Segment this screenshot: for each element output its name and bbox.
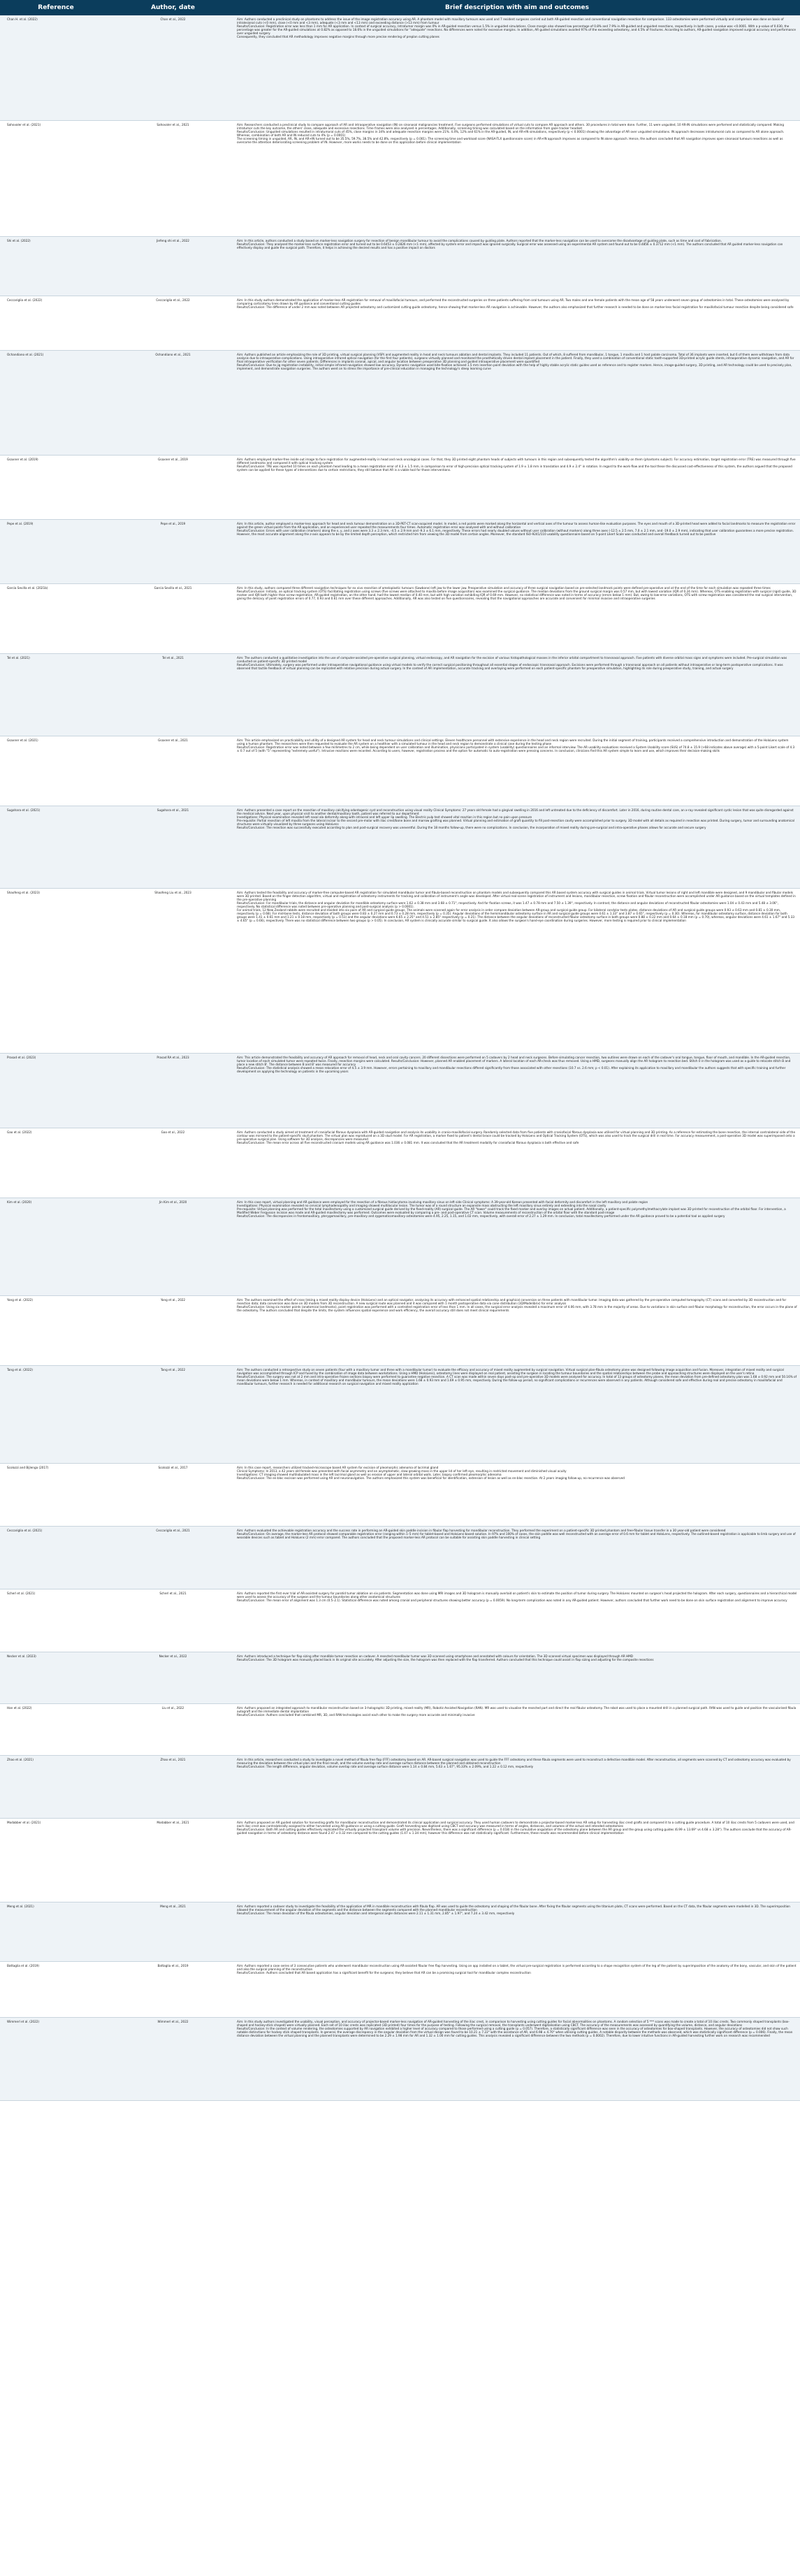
reference-cell: Wimmerl et al. (2022) (0, 2017, 112, 2100)
description-cell: Aim: Researchers conducted a preclinical study to compare approach of AR and intraoperative navigation (IN) on sinonasal malignancies treatment. Five surgeons performed simulations of virtual cuts to compare AR approach and others. 30 procedures in total were done. Further, 11 were unguided, 10 AR-IN simulations were performed and statistically compared. Making intratumor cuts the key outcome, the others' close, adequate and excessive resections. Time frames were also analysed in percentages. Additionally, screening timing was calculated based on the information from gaze tracker headset Results/Conclusion: Unguided simulations resulted in intratumoral cuts of 45%, close margins in 34% and adequate resection margins were 21%. 4.4%, 12% and 61% in the AR-guided, IN, and AR+IN simulations, respectively (p < 0.0001) showing the advantage of AR over unguided simulations. IN approach decreases intratumoral cuts as compared to AR alone approach. Whereas, combination of both AR and IN reduced cuts to 4% (p = 0.0001) The screening timing in unguided, AR, IN, and AR+IN turned out to be 35.5%, 59.7%, 38.5% and 42.8%, respectively (p = 0.001). The screening time and workload score (NASA-TLX questionnaire score) in AR+IN approach improves as compared to IN alone approach. Hence, the authors concluded that AR navigation improves open sinonasal tumours resections as well as overcome the attention deteriorating screening problem of IN. However, more works needs to be done on this application before clinical implementation (234, 120, 800, 236)
description-cell: Aim: Authors employed marker-free inside out image to face registration for augmented-reality in head and neck oncological cases. For that, they 3D printed eight phantom heads of subjects with tumours in this region and subsequently tested the algorithm's viability on them (phantoms subject). For accuracy estimation, target registration error (TRE) was measured through five different landmarks and compared it with optical tracking system Results/Conclusion: TRE was reported 10 times on each phantom head leading to a mean registration error of 4.3 ± 1.5 mm, in comparison to error of high-precision optical tracking system of 1.9 ± 1.8 mm in translation and 4.9 ± 2.4° in rotation. In regard to the work-flow and the tool these the discussed cost-effectiveness of this system, the authors argued that the proposed system can be applied for these types of interventions due to certain restrictions, they still believe that AR is a viable tool for those interventions. (234, 455, 800, 519)
description-cell: Aim: Authors reported a case series of 3 consecutive patients who underwent mandibular reconstruction using AR-assisted fibular free flap harvesting. Using an app installed on a tablet, the virtual pre-surgical registration is performed according to a shape recognition system of the leg of the patient by superimposition of the anatomy of the bony, vascular, and skin of the patient and also the surgical planning of the reconstruction Results/Conclusion: Authors concluded that AR based application has a significant benefit for the surgeons; they believe that AR can be a promising surgical tool for mandibular complex reconstruction (234, 1961, 800, 2017)
author-date-cell: Gsaxner et al., 2021 (112, 736, 234, 806)
author-date-cell: Sugahara et al., 2021 (112, 806, 234, 888)
table-row (0, 455, 800, 519)
table-row (0, 519, 800, 583)
description-cell: Aim: The authors conducted a retrospective study on seven patients (four with a maxillary tumor and three with a mandibular tumor) to evaluate the efficacy and accuracy of mixed reality augmented by surgical navigation. Virtual surgical plan-fibula osteotomy plane was designed following image acquisition and fusion. Moreover, integration of mixed reality and surgical navigation was accomplished through ICP and fused by the combination of image data between workstations. Using a HMD (HoloLens), osteotomy lines were displayed on real patient, assisting the surgeon in locating the tumour boundaries and the spatial relationships between the probe and approaching structures were displayed on the user's retina Results/Conclusion: The surgery was not at 2 mm and intra-operative frozen sections biopsy were performed to guarantee negative resection. A CT scan was made within seven days post-op and pre-operative 3D models were analysed for accuracy. In total of 13 groups of osteotomy planes, the mean deviation from pre-defined osteotomy plan was 1.68 ± 0.92 mm and 50.16% of mean deviations were below 1 mm. Whereas, in context of maxillary and mandibular tumours, the mean deviations were 1.68 ± 0.93 mm and 1.69 ± 0.95 mm, respectively. During the follow-up period, no significant complications or recurrences were observed in any patients. Although considered safe and effective during real and precise osteotomy in maxillofacial and mandibular tumours, further research is needed for additional research on surgical navigation and mixed reality application (234, 1365, 800, 1463)
description-cell: Aim: In this article, researchers conducted a study to investigate a novel method of fibula free flap (FFF) osteotomy based on AR. AR-based surgical navigation was used to guide the FFF osteotomy and these fibula segments were used to reconstruct a defective mandible model. After reconstruction, all segments were scanned by CT and osteotomy accuracy was evaluated by measuring the deviation between the virtual plan and the final result, and the volume overlap rate and average surface distance between the planned and obtained reconstruction Results/Conclusion: The length difference, angular deviation, volume overlap rate and average surface distance were 1.14 ± 0.84 mm, 5.63 ± 1.67°, 95.33% ± 2.09%, and 1.22 ± 0.12 mm, respectively (234, 1755, 800, 1818)
description-cell: Aim: In this study authors demonstrated the application of marker-less AR registration for removal of maxillofacial tumours, and performed the reconstructed surgeries on three patients suffering from oral tumours using AR. Two males and one female patients with the mean age of 58 years underwent seven group of osteotomies in total. These osteotomies were analysed by comparing corticotomy lines drawn by AR guidance and conventional cutting guides Results/Conclusion: The difference of under 2 mm was noted between AR projected osteotomy and customized cutting guide osteotomy, hence showing that marker-less AR navigation is achievable. However, the authors also emphasized that further research is needed to be done on marker-less facial registration for maxillofacial tumour resection despite being considered safe (234, 296, 800, 350)
description-cell: Aim: The authors examined the effect of cross linking a mixed reality display device (HoloLens) and an optical navigator, analysing its accuracy with enhanced spatial relationship and graphical conversion on three patients with mandibular tumor. Imaging data was gathered by the pre-operative computed tomography (CT) scans and converted by 3D reconstruction and for resection data; data conversion was done on 3D models from 3D reconstruction. A new surgical route was planned and it was compared with 1 month postoperative data via cone distribution (3D/Modelibrix) for error analysis Results/Conclusion: Using six marker points (anatomical landmarks), point registration was performed with a controlled registration error of less than 1 mm. In all cases, the surgical error analysis revealed a maximum error of 4.06 mm, with 3.78 mm in the majority of areas. Due to variations in skin surface and fibular morphology for reconstruction, the error occurs in the plane of the osteotomy. The authors concluded that despite the limits, the system influences spatial experience and work efficiency, the overall accuracy still does not meet clinical requirements (234, 1295, 800, 1365)
table-row (0, 1961, 800, 2017)
reference-cell: Battaglia et al. (2019) (0, 1961, 112, 2017)
table-row (0, 1526, 800, 1589)
description-cell: Aim: The authors conducted a qualitative investigation into the use of computer-assisted pre-operative surgical planning, virtual endoscopy, and AR navigation for the excision of various histopathological masses in the inferior orbital compartment to transnasal approach. Five patients with diverse orbital mass signs and symptoms were included. Pre-surgical simulation was conducted on patient-specific 3D printed model Results/Conclusion: Ultimately, surgery was performed under intraoperative navigational guidance using virtual models to verify the correct surgical positioning throughout all essential stages of endoscopic transnasal approach. Excisions were performed through a transnasal approach on all patients without intraoperative or long-term postoperative complications. It was observed that tactile feedback of virtual planning can be replicated with relative precision during actual surgery. In the context of AR implementation, accurate tracking and overlaying were performed on each patient-specific phantom for preoperative simulation, highlighting its role during preoperative study, training, and actual surgery (234, 653, 800, 736)
description-cell: Aim: This article emphasized on practicability and utility of a designed AR system for head and neck tumour simulations and clinical settings. Eleven healthcare personnel with extensive experience in the head and neck region were recruited. During the initial segment of training, participants received a comprehensive introduction and demonstration of the HoloLens system using a human phantom. The researchers were then requested to evaluate the AR system on a healthier with a simulated tumour in the head and neck region to demonstrate a clinical case during the testing phase Results/Conclusion: Registration error was noted between a few millimetres to 2 cm, while being dependent on user calibration and illumination, physicians participated in system (usability) questionnaires and an informal interview. The AR usability evaluations received a System Usability score (SUS) of 74.8 ± 15.9 (>68 indicates above average) with a 5-point Likert scale of 4.3 ± 0.7 out of 5 (with "5" representing "extremely useful"). Intrusive reactions were recorded. According to users, however, registration process and the option for automatic to auto-registration were pressing concerns. In conclusion, clinicians find this AR system simple to learn and use, which improves their decision-making skills (234, 736, 800, 806)
reference-cell: Pepe et al. (2019) (0, 519, 112, 583)
table-row (0, 583, 800, 653)
description-cell: Aim: Authors presented a case report on the resection of maxillary calcifying odontogenic cyst and reconstruction using visual reality Clinical Symptoms: 27 years old female had a gingival swelling in 2016 and left untreated due to the deficiency of discomfort. Later in 2016, during routine dental care, an x-ray revealed significant cystic lesion that was quite disregarded against the medical advice. Next year, upon physical visit to another dental/maxillary tooth, patient was referred to our department Investigations: Physical examination revealed left nasal ala deformity along with intraoral and left upper lip swelling. The Electric pulp test showed vital reaction in this region but no pain upon pressure Pre-requisite: Partial resection of left maxilla from the lateral incisor to the second pre-molar with iliac crest/bone bone and marrow grafting was planned. Virtual planning and estimation of graft quantity to fill post-resection cavity were accomplished prior to surgery. 3D model with all details as required in resection was printed. During surgery, tumor and surrounding anatomical structures were virtually visualized by three surgeons using HoloLens Results/Conclusion: The resection was successfully executed according to plan and post-surgical recovery was uneventful. During the 18 months follow-up, there were no complications. In conclusion, the incorporation of mixed reality during pre-surgical and intra-operative phases allows for accurate and secure surgery (234, 806, 800, 888)
author-date-cell: Prasad RA et al., 2023 (112, 1053, 234, 1128)
reference-cell: Prasad et al. (2023) (0, 1053, 112, 1128)
author-date-cell: Yang et al., 2022 (112, 1295, 234, 1365)
reference-cell: Scherl et al. (2021) (0, 1589, 112, 1652)
author-date-cell: Tel et al., 2021 (112, 653, 234, 736)
description-cell: Aim: In this article, authors conducted a study based on marker-less navigation surgery for resection of benign mandibular tumour to avoid the complications caused by guiding plate. Authors reported that the marker-less navigation can be used to overcome the disadvantage of guiding plate, such as time and cost of fabrication. Results/Conclusion: They analysed the marker-less surface registration error and turned out to be 0.6453 ± 0.2826 mm (<1 mm), affected by system error and impact was ignored surgically. Surgical error was assessed using an experimental AR system and found out to be 0.4856 ± 0.3712 mm (<1 mm). The authors concluded that AR guided marker-less navigation can effectively display and guide the surgical path. Therefore, it helps in achieving the desired results and has a positive impact on doctors (234, 236, 800, 296)
table-header-row (0, 0, 800, 15)
author-date-cell: Liu et al., 2022 (112, 1703, 234, 1755)
reference-cell: Chan H. et al. (2022) (0, 15, 112, 120)
author-date-cell: Necker et al., 2022 (112, 1652, 234, 1703)
description-cell: Aim: In this case report, researchers utilized tracked-microscope based AR system for excision of pleomorphic adenoma of lacrimal gland Clinical Symptoms: In 2013, a 42 years old female was presented with facial asymmetry and an asymptomatic, slow growing mass in the upper lid of her left eye, resulting in restricted movement and diminished visual acuity Investigations: CT imaging showed multilobulated mass in the left lacrimal gland as well as erosion of upper and lateral orbital walls. Later, biopsy confirmed pleomorphic adenoma Results/Conclusion: The en-bloc excision was performed using AR and neuronavigation. The authors emphasized this system was beneficial for identification, extension of lesion as well as en-bloc resection. At 2 years imaging follow-up, no recurrence was observed (234, 1463, 800, 1526)
author-date-cell: Wimmerl et al., 2022 (112, 2017, 234, 2100)
description-cell: Aim: Authors tested the feasibility and accuracy of marker-free computer-based AR registration for simulated mandibular tumor and fibula-based reconstruction on phantom models and subsequently compared this AR based system accuracy with surgical guides in animal trials. Virtual tumor lesions of right and left mandible were designed, and 9 mandibular and fibular models were 3D printed. Based on the finger detection algorithm, virtual and registration of osteotomy instruments for tracking and calibration of instrument's angle was developed. After virtual real-scene registration of instrument and lesions, mandibular resection, screw fixation and fibular reconstruction were accomplished under AR guidance based on the virtual templates defined in the pre-operative planning Results/Conclusion: For mandibular trials, the distance and angular deviation for mandible osteotomy surface were 1.62 ± 0.38 mm and 3.68 ± 0.71°, respectively. And for fixation screws, it was 1.47 ± 0.78 mm and 7.50 ± 1.39°, respectively. In contrast, the distance and angular deviations of reconstructed fibular osteotomies were 1.04 ± 0.43 mm and 5.48 ± 3.06°, respectively. No statistical difference was noted between pre-operative planning and post-surgical analysis (p > 0.0001). For animal trials, 12 New Zealand rabbits were recruited and divided into six pairs of AR and surgical guide groups. The animals were scanned again for error analysis in order compare deviation between AR-group and surgical guide group. For bilateral condylar tests plates, distance deviations of AR and surgical guide groups were 0.93 ± 0.63 mm and 0.81 ± 0.30 mm, respectively (p = 0.68). For mid-bone tests, distance deviation of both groups were 0.83 ± 0.27 mm and 0.73 ± 0.28 mm, respectively (p = 0.35). Angular deviations of the hemimandibular osteotomy surface in AR and surgical guide groups were 4.61 ± 1.33° and 3.87 ± 0.65°, respectively (p = 0.30). Whereas, for mandibular osteotomy surface, distance deviation for both groups were 1.41 ± 0.61 mm and 1.21 ± 0.18 mm, respectively (p = 0.51) and the angular deviations were 6.65 ± 2.25° and 4.51 ± 2.85° respectively (p = 0.21). The distance between the angular deviations of reconstructed fibular osteotomy surface in both groups were 0.88 ± 0.22 mm and 0.64 ± 0.18 mm (p = 0.70), whereas, angular deviations were 4.61 ± 1.67° and 5.33 ± 4.65° (p = 0.66), respectively. There was no statistical difference between two groups (p > 0.05). In conclusion, AR system is clinically accurate similar to surgical guide. It also allows the surgeon's hand-eye coordination during surgeries. However, more testing is required prior to clinical implementation (234, 888, 800, 1053)
author-date-cell: Jiefeng shi et al., 2022 (112, 236, 234, 296)
reference-cell: Garcia Sevilla et al. (2021b) (0, 583, 112, 653)
table-row (0, 1703, 800, 1755)
table-row (0, 736, 800, 806)
table-row (0, 1053, 800, 1128)
table-row (0, 350, 800, 455)
reference-cell: Sugahara et al. (2021) (0, 806, 112, 888)
author-date-cell: Ochandiano et al., 2021 (112, 350, 234, 455)
author-date-cell: Pepe et al., 2019 (112, 519, 234, 583)
author-date-cell: Tang et al., 2022 (112, 1365, 234, 1463)
description-cell: Aim: In this study authors investigated the usability, visual perception, and accuracy of projector-based marker-less navigation of AR-guided harvesting of the iliac crest, in comparison to harvesting using cutting guides for facial abnormalities on phantoms. A random selection of 5 *** scans was made to create a total of 10 iliac crests. Two commonly shaped transplants (box-shaped and hockey-stick shaped) were virtually planned. Each set of 10 iliac crests was replicated (3D printed) four times for the purpose of testing. Following the surgical removal, the transplants underwent digitalisation using CBCT. The accuracy of the measurements was assessed by quantifying the volume, distance, and angular deviations Results/Conclusion: In the context of volume rendering, the osteotomies supported by AR navigation exhibited a higher level of accuracy compared to those performed using a cutting guide (p = 0.057). Therefore, a statistically significant difference was seen in the accuracy of osteotomies for box-shaped transplants. However, the accuracy of osteotomies did not show such notable distinctions for hockey stick shaped transplants. In general, the average discrepancy in the angular deviation from the virtual design was found to be 10.21 ± 7.22° with the assistance of AR, and 6.98 ± 4.70° when utilising cutting guides. A notable disparity between the methods was observed, which was statistically significant difference (p = 0.006). Finally, the mean distance deviation between the virtual planning and the planned transplants were determined to be 2.29 ± 1.98 mm for AR and 1.32 ± 1.00 mm for cutting guides. This analysis revealed a significant difference between the two methods (p = 0.0002). Therefore, due to lower intuitive functions in AR-guided harvesting further work on research was recommended (234, 2017, 800, 2100)
table-row (0, 120, 800, 236)
reference-cell: Meng et al. (2021) (0, 1902, 112, 1961)
table-row (0, 653, 800, 736)
author-date-cell: Zhao et al., 2021 (112, 1755, 234, 1818)
reference-cell: Kim et al. (2020) (0, 1198, 112, 1295)
reference-cell: Tang et al. (2022) (0, 1365, 112, 1463)
reference-cell: Gsaxner et al. (2021) (0, 736, 112, 806)
table-row (0, 1818, 800, 1902)
description-cell: Aim: In this study, authors compared three different navigation techniques for ex vivo resection of ameloplastic tumours (Sawbone) left jaw to the lower jaw. Preoperative simulation and accuracy of three surgical navigation based on pre-selected landmark points were defined pre-operative and at the end of the time for each simulation was repeated three times Results/Conclusion: Initially, an optical tracking system (OTS) facilitating registration using screws (five screws were attached to maxilla before image acquisition) was examined the surgical guidance. The median deviations from the ground surgical margin was 0.57 mm, but with lowest variation (IQR of 0.24 mm). Whereas, OTS enabling registration with surgical (rigid) guide, 3D marker and IQR both higher than screw registration. AR-guided registration, on the other hand, had the lowest median of 0.40 mm, but with high variation exhibiting IQR of 0.69 mm. However, no statistical difference was noted in terms of accuracy (errors below 1 mm). But, owing to low-error variations, OTS with screw registration was considered the real surgical intervention, giving the delicacy of point registration errors of 0.77, 0.93 and 0.61 mm over these different approaches. Additionally, AR was also tested on five questionnaires, revealing that the navigational approaches are accurate and convenient for minimal invasive and intraoperative surgeries (234, 583, 800, 653)
reference-cell: Yang et al. (2022) (0, 1295, 112, 1365)
description-cell: Aim: Authors proposed an AR guided solution for harvesting grafts for mandibular reconstruction and demonstrated its clinical application and surgical accuracy. They used human cadavers to demonstrate a projector-based marker-less AR setup for harvesting iliac crest grafts and compared it to a cutting guide procedure. A total of 10 iliac crests from 5 cadavers were used, and each iliac crest was contralaterally assigned to either harvested using AR guidance or using a cutting guide. Graft harvesting was digitised using CBCT and accuracy was measured in terms of angles, distances, and volumes of the actual and intended osteotomies Results/Conclusion: Both AR and cutting guides effectively replicated the virtually projected transplant volume with precision. Nevertheless, there was a significant difference (p = 0.018) in the cumulative angulation of the osteotomy plane between the AR group and the group using cutting guides (6.99 ± 13.69° vs 4.68 ± 3.28°). The authors conclude that the accuracy of AR-guided navigation in terms of osteotomy distance were found 2.47 ± 0.32 mm compared to the cutting guides (1.47 ± 1.34 mm), however this difference was not statistically significant. Furthermore, these results was recommended before clinical implementation (234, 1818, 800, 1902)
table-row (0, 296, 800, 350)
author-date-cell: Modabber et al., 2021 (112, 1818, 234, 1902)
reference-cell: Ochandiano et al. (2021) (0, 350, 112, 455)
description-cell: Aim: Authors reported the first ever trial of AR-assisted surgery for parotid tumor ablation on six patients. Segmentation was done using MRI images and 3D hologram is manually overlaid on patient's skin to estimate the position of tumor during surgery. The HoloLens mounted on surgeon's head projected the hologram. After each surgery, questionnaires and a hierarchical model were used to assess the accuracy of the surgeon and the tumour boundaries along other anatomical structures Results/Conclusion: The mean error of alignment was 1.3 cm (0.5–2.1). Statistical difference was noted among cranial and peripheral structures showing better accuracy (p = 0.0059). No long-term complication was noted in any AR-guided patient. However, authors concluded that further work need to be done on skin surface registration and alignment to improve accuracy (234, 1589, 800, 1652)
description-cell: Aim: In this article, author employed a marker-less approach for head and neck tumour demonstration on a 3D-PET-CT scan-acquired model. In model, a red points were marked along the horizontal and vertical axes of the tumour to assess human-like evaluation purposes. The eyes and mouth of a 3D-printed head were added to facial landmarks to measure the registration error against the green virtual points from the AR application, and an experienced user repeated the measurements four times. Automatic registration error was analysed with and without calibration Results/Conclusion: Errors with user calibration (markers) along the x, y, and z axes were 3.3 ± 2.3 mm, -4.5 ± 2.9 mm and -9.3 ± 6.1 mm, respectively. These errors had nearly doubled values without user calibration (without markers) along three axes (-12.5 ± 2.5 mm, 7.0 ± 2.1 mm, and -19.0 ± 2.9 mm), indicating that user calibration guarantees a more precise registration. However, the most accurate alignment along the z-axis appears to be by the limited depth perception, which restricted him from viewing the 3D model from certain angles. Moreover, the standard ISO-9241/110 usability questionnaire based on 5-point Likert Scale was conducted and overall feedback turned out to be positive (234, 519, 800, 583)
description-cell: Aim: Authors evaluated the achievable registration accuracy and the success rate in performing an AR-guided skin paddle incision in fibular flap harvesting for mandibular reconstruction. They performed the experiment on a patient-specific 3D printed phantom and free-fibular tissue transfer in a 30 year-old patient were considered Results/Conclusion: On average, the marker-less AR protocol showed comparable registration error (ranging within 1–5 mm) for tablet-based and HoloLens-based solution. In 97% and 100% of cases, the skin paddle was well reconstructed with an average error of 0.6 mm for tablet and HoloLens, respectively. The outlined-based registration is applicable to limb surgery and use of wearable devices such as tablet and HoloLens (2 mm) error compared. The authors concluded that the proposed marker-less AR protocol can be suitable for assisting skin paddle harvesting in clinical setting (234, 1526, 800, 1589)
reference-cell: Modabber et al. (2021) (0, 1818, 112, 1902)
header-reference: Reference (0, 0, 112, 15)
reference-cell: Sahovaler et al. (2021) (0, 120, 112, 236)
table-row (0, 1463, 800, 1526)
table-row (0, 1589, 800, 1652)
reference-cell: Shi et al. (2022) (0, 236, 112, 296)
description-cell: Aim: In this case report, virtual planning and AR guidance were employed for the resection of a fibrous histiocytoma involving maxillary sinus on left side Clinical symptoms: A 39-year-old Korean presented with facial deformity and discomfort in the left maxillary and palate region Investigations: Physical examination revealed no cervical lymphadenopathy and imaging showed multilocular lesion. The tumor was of a round structure an expansile mass obstructing the left maxillary sinus entirely and extending into the nasal cavity Pre-requisite: Virtual planning was performed for the total maxillectomy using a customized surgical guide derived by the fixed-reality (AR) surgical guide. The AR "tower" could track the fixed marker and overlay images on actual patient. Additionally, a patient-specific polymethylmethacrylate implant was 3D printed for reconstruction of the orbital floor. For intervention, a Modified Weber Fergusson incision was made and AR-guided maxillectomy was performed. Outcomes were evaluated by comparing a pre- and post-operative CT scan. Volume measurements of reconstruction of the orbital floor with the standard post-image Results/Conclusion: The discrepancies in frontomaxillary, pterygomaxillary, pre-maxillary and zygomaticomaxillary osteotomies were 4.95, 2.25, 1.15, and 1.02 mm, respectively, with overall error of 2.27 ± 1.29 mm. In conclusion, total maxillectomy performed under the AR guidance proved to be a potential tool as applied surgery (234, 1198, 800, 1295)
reference-cell: Scolozzi and Bijlenga (2017) (0, 1463, 112, 1526)
description-cell: Aim: Authors introduced a technique for flap sizing after mandible tumor resection on cadaver. A resected mandibular tumor was 3D scanned using smartphone and annotated with colours for orientation. The 3D scanned virtual specimen was displayed through AR HMD Results/Conclusion: The 3D hologram was manually placed back in its original site accurately. After adjusting the size, the hologram was then replaced with the flap transferred. Authors concluded that this technique could assist in flap sizing and adjusting for the composite resections (234, 1652, 800, 1703)
reference-cell: Gao et al. (2022) (0, 1128, 112, 1198)
author-date-cell: Meng et al., 2021 (112, 1902, 234, 1961)
description-cell: Aim: Authors reported a cadaver study to investigate the feasibility of the application of MR in mandible reconstruction with fibula flap. AR was used to guide the osteotomy and shaping of the fibular bone. After fixing the fibular segments using the titanium plate, CT scans were performed. Based on the CT data, the fibular segments were modelled in 3D. The superimposition allowed the measurement of the angular deviation of the segments and the distance between the segments compared with the planned mandibular reconstruction Results/Conclusion: The mean deviation of the fibula osteotomies, angular deviation and intergonial angle distances were 2.11 ± 1.31 mm, 2.85° ± 1.97°, and 7.24 ± 3.42 mm, respectively (234, 1902, 800, 1961)
header-description: Brief description with aim and outcomes (234, 0, 800, 15)
table-row (0, 1902, 800, 1961)
table-row (0, 2017, 800, 2100)
table-row (0, 1755, 800, 1818)
reference-cell: Necker et al. (2023) (0, 1652, 112, 1703)
description-cell: Aim: Authors conducted a preclinical study on phantoms to address the issue of the image registration accuracy using AR. A phantom model with maxillary tumours was used and 7 resident surgeons carried out both AR-guided resection and conventional navigation resection for comparison. 133 osteotomies were performed virtually and comparison was done on basis of intralesional cuts (<0 mm), close (<0 mm and <3 mm), adequate (<3 mm and <13 mm) and exceeding distance (>13 mm) from tumour Results/Conclusion: Registration error was less than 1 mm for AR application. In context of surgical accuracy, Intratumor margin was 0% in AR-guided resection versus 1.5% in unguided simulations. Close margin also showed low percentage of 0.8% and 7.9% in AR-guided and unguided resections, respectively. In both cases, p-value was <0.0001. With a p-value of 0.030, the percentage was greater for the AR-guided simulations at 0.82% as opposed to 18.6% in the unguided simulations for "adequate" resections. No differences were noted for excessive margins. In addition, AR guided simulations avoided 97% of the exceeding osteotomy, and 4.5% of fractures. According to authors, AR-guided navigation improved surgical accuracy and performance over unguided surgery. Consequently, they concluded that AR methodology improves negative margins through more precise rendering of preplan cutting planes (234, 15, 800, 120)
author-date-cell: Scherl et al., 2021 (112, 1589, 234, 1652)
reference-cell: Shaofeng et al. (2023) (0, 888, 112, 1053)
table-row (0, 1295, 800, 1365)
table-row (0, 236, 800, 296)
author-date-cell: Sahovaler et al., 2021 (112, 120, 234, 236)
table-row (0, 1198, 800, 1295)
author-date-cell: Shaofeng Liu et al., 2023 (112, 888, 234, 1053)
author-date-cell: Gsaxner et al., 2019 (112, 455, 234, 519)
reference-cell: Tel et al. (2021) (0, 653, 112, 736)
author-date-cell: Ceccariglia et al., 2021 (112, 1526, 234, 1589)
reference-cell: Ceccariglia et al. (2021) (0, 1526, 112, 1589)
table-row (0, 1365, 800, 1463)
author-date-cell: Ceccariglia et al., 2022 (112, 296, 234, 350)
reference-cell: Ceccariglia et al. (2022) (0, 296, 112, 350)
author-date-cell: Chan et al., 2022 (112, 15, 234, 120)
header-author-date: Author, date (112, 0, 234, 15)
author-date-cell: Garcia Sevilla et al., 2021 (112, 583, 234, 653)
reference-cell: Han et al. (2022) (0, 1703, 112, 1755)
reference-cell: Zhao et al. (2021) (0, 1755, 112, 1818)
description-cell: Aim: Authors proposed an integrated approach to mandibular reconstruction based on 3-holographic 3D printing, mixed reality (MR), Robotic-Assisted Navigation (RAN). MR was used to visualise the resected part and direct the real fibular osteotomy. The robot was used to place a mounted drill in a planned surgical path. RAN was used to guide and position the vascularised fibula autograft and the immediate dental implantation Results/Conclusion: Authors concluded that combined MR, 3D, and RAN technologies assist each other to make the surgery more accurate and minimally invasive (234, 1703, 800, 1755)
table-row (0, 888, 800, 1053)
author-date-cell: Battaglia et al., 2019 (112, 1961, 234, 2017)
author-date-cell: Gao et al., 2022 (112, 1128, 234, 1198)
reference-cell: Gsaxner et al. (2019) (0, 455, 112, 519)
table-row (0, 1128, 800, 1198)
author-date-cell: Jin Kim et al., 2020 (112, 1198, 234, 1295)
description-cell: Aim: This article demonstrated the feasibility and accuracy of AR approach for removal of head, neck and oral cavity cancers. 20 different dissections were performed on 5 cadavers by 2 head and neck surgeons. Before simulating cancer resection, two outlines were drawn on each of the cadaver's oral tongue, tongue, floor of mouth, and mandible. In the AR-guided resection, tumor location of each simulated tumor were repeated twice. Finally, resection margins were calculated. Results/Conclusion: However, planned AR enabled placement of markers. A lateral location of each AR-check was thus removed. Using a HMD, surgeons manually align the AR hologram to resection bed. Stitch 0 in the hologram was used as a guide to relocate stitch B and place a new stitch B'. The distance between B and B' was measured for accuracy Results/Conclusion: The statistical analysis showed a mean relocation error of 4.5 ± 3.9 mm. However, errors pertaining to maxillary and mandibular resections differed significantly from those associated with other resections (10.7 vs. 2.6 mm; p < 0.01). After explaining its application to maxillary and mandibular the authors suggests that with specific training and further development on applying the technology on patients in the upcoming years (234, 1053, 800, 1128)
table-row (0, 806, 800, 888)
table-row (0, 1652, 800, 1703)
description-cell: Aim: Authors published an article emphasizing the role of 3D printing, virtual surgical planning (VSP) and augmented reality in head and neck tumours ablation and dental implants. They included 11 patients. Out of which, 8 suffered from mandibular, 1 tongue, 1 maxilla and 1 host palate carcinoma. Total of 36 implants were inserted, but 6 of them were withdrawn from data analysis due to intraoperative complications. Using intraoperative infrared optical navigation (for the first four patients), surgeons virtually planned and monitored the prosthetically driven dental implant placement in the patient. Finally, they used a combination of conventional static tooth-supported 3D-printed acrylic guide stents, intraoperative dynamic navigation, and AR for final intraoperative verification for other seven patients. Differences in implants coronal, apical, and angular location between preoperative 3D planning and guided intraoperative placement were quantified Results/Conclusion: Due to jig registration instability, initial simple infrared navigation showed low accuracy. Dynamic navigation used bite-fixation achieved 1.5 mm insertion point deviation with the help of highly stable acrylic static guides used as reference and to register markers. Hence, image-guided surgery, 3D printing, and AR technology could be used to precisely plan, implement, and demonstrate navigation surgeries. The authors went on to stress the importance of pre-clinical education in managing the technology's steep learning curve (234, 350, 800, 455)
author-date-cell: Scolozzi et al., 2017 (112, 1463, 234, 1526)
table-row (0, 15, 800, 120)
description-cell: Aim: Authors conducted a study aimed at treatment of craniofacial fibrous dysplasia with AR-guided navigation and analysis its usability in cranio-maxillofacial surgery. Randomly selected data from five patients with craniofacial fibrous dysplasia was utilised for virtual planning and 3D printing. As a reference for estimating the bone resection, the internal contralateral side of the contour was mirrored to the patient-specific skull phantom. The virtual plan was reproduced on a 3D skull model. For AR registration, a marker fixed to patient's dental brace could be tracked by HoloLens and Optical Tracking System (OTS), which was also used to track the surgical drill in real time. For accuracy measurement, a post-operative 3D model was superimposed onto a pre-operative surgical plan. Using software for 3D analysis, discrepancies were measured Results/Conclusion: The mean error across all five reconstructed cranium models using AR guidance was 1.036 ± 0.081 mm. It was concluded that the AR treatment modality for craniofacial fibrous dysplasia is both effective and safe (234, 1128, 800, 1198)
